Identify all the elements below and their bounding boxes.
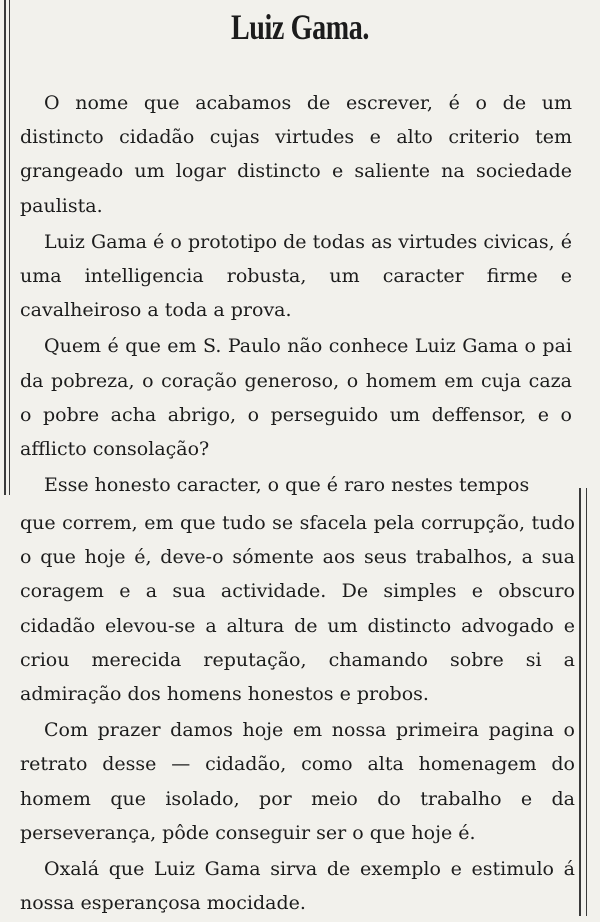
paragraph-1: O nome que acabamos de escrever, é o de um distincto cidadão cujas virtudes e alto criterio tem grangeado um logar distincto e saliente na sociedade paulista. [20,92,572,217]
paragraph-3: Quem é que em S. Paulo não conhece Luiz Gama o pai da pobreza, o coração generoso, o homem em cuja caza o pobre acha abrigo, o perseguido um deffensor, e o afflicto consolação? [20,335,572,461]
article-body-bottom [20,506,575,922]
left-column-rule-outer [4,0,6,495]
article-body-top [20,86,572,504]
left-column-rule-inner [9,0,10,495]
paragraph-4-continued: que correm, em que tudo se sfacela pela corrupção, tudo o que hoje é, deve-o sómente aos seus trabalhos, a sua coragem e a sua actividade. De simples e obscuro cidadão elevou-se a altura de um distincto advogado e criou merecida reputação, chamando sobre si a admiração dos homens honestos e probos. [20,512,575,706]
paragraph-5: Com prazer damos hoje em nossa primeira pagina o retrato desse — cidadão, como alta homenagem do homem que isolado, por meio do trabalho e da perseverança, pôde conseguir ser o que hoje é. [20,719,575,844]
right-column-rule-inner [586,488,587,916]
right-column-rule-outer [579,488,581,916]
article-title: Luiz Gama. [230,7,370,47]
paragraph-2: Luiz Gama é o prototipo de todas as virtudes civicas, é uma intelligencia robusta, um caracter firme e cavalheiroso a toda a prova. [20,230,572,322]
paragraph-6: Oxalá que Luiz Gama sirva de exemplo e estimulo á nossa esperançosa mocidade. [20,858,575,915]
paragraph-4-start: Esse honesto caracter, o que é raro nestes tempos [44,474,530,497]
